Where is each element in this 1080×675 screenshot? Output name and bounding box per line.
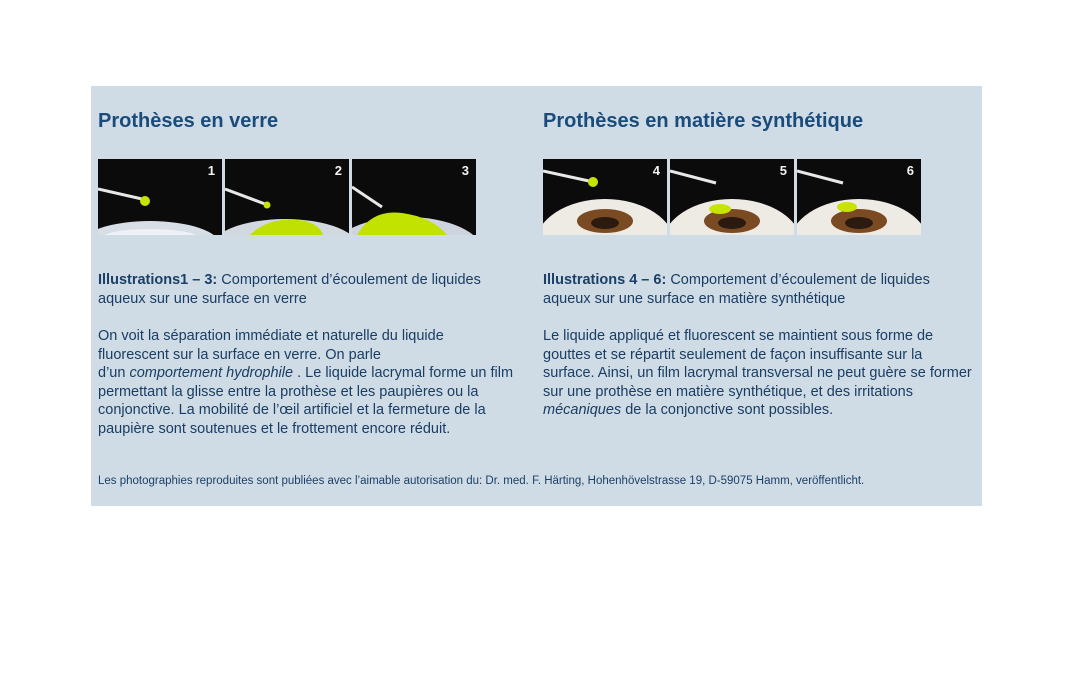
body-text: d’un [98, 365, 130, 381]
glass-drop-image-3 [352, 159, 476, 235]
photo-5 [670, 159, 794, 235]
synthetic-caption [543, 271, 973, 308]
photo-number: 3 [461, 163, 469, 178]
info-panel [91, 86, 982, 506]
emphasis-text: mécaniques [543, 402, 622, 418]
synthetic-section-title: Prothèses en matière synthétique [543, 110, 864, 132]
caption-label: Illustrations1 – 3: [98, 272, 218, 288]
glass-drop-image-2 [225, 159, 349, 235]
body-line: fluorescent sur la surface en verre. On parle [98, 346, 381, 363]
body-paragraph [98, 364, 528, 438]
glass-description [98, 327, 528, 438]
photo-number: 1 [207, 163, 215, 178]
photo-number: 2 [334, 163, 342, 178]
body-text: . Le liquide lacrymal forme un film permettant la glisse entre la prothèse et les paupières ou la conjonctive. La mobilité de l’œil artificiel et la fermeture de la paupière sont soutenues et le frottement encore réduit. [98, 365, 514, 437]
photo-6 [797, 159, 921, 235]
body-text: de la conjonctive sont possibles. [621, 402, 834, 418]
synthetic-drop-image-5 [670, 159, 794, 235]
photo-4 [543, 159, 667, 235]
caption-label: Illustrations 4 – 6: [543, 272, 667, 288]
caption-text: Comportement d’écoulement de liquides aqueux sur une surface en matière synthétique [543, 272, 930, 307]
glass-section-title: Prothèses en verre [98, 110, 279, 132]
synthetic-drop-image-4 [543, 159, 667, 235]
photo-credit: Les photographies reproduites sont publiées avec l’aimable autorisation du: Dr. med. F. Härting, Hohenhövelstrasse 19, D-59075 Hamm, veröffentlicht. [98, 475, 865, 487]
synthetic-photo-strip [543, 159, 921, 235]
photo-number: 4 [652, 163, 660, 178]
synthetic-description [543, 327, 973, 420]
caption-text: Comportement d’écoulement de liquides aqueux sur une surface en verre [98, 272, 481, 307]
glass-drop-image-1 [98, 159, 222, 235]
photo-number: 5 [779, 163, 787, 178]
glass-caption [98, 271, 528, 308]
photo-number: 6 [906, 163, 914, 178]
photo-2 [225, 159, 349, 235]
body-text: Le liquide appliqué et fluorescent se maintient sous forme de gouttes et se répartit seulement de façon insuffisante sur la surface. Ainsi, un film lacrymal transversal ne peut guère se former sur une prothèse en matière synthétique, et des irritations [543, 328, 972, 400]
photo-1 [98, 159, 222, 235]
glass-photo-strip [98, 159, 476, 235]
synthetic-drop-image-6 [797, 159, 921, 235]
emphasis-text: comportement hydrophile [129, 365, 294, 381]
body-line: On voit la séparation immédiate et naturelle du liquide [98, 328, 444, 344]
body-paragraph [543, 327, 973, 420]
photo-3 [352, 159, 476, 235]
